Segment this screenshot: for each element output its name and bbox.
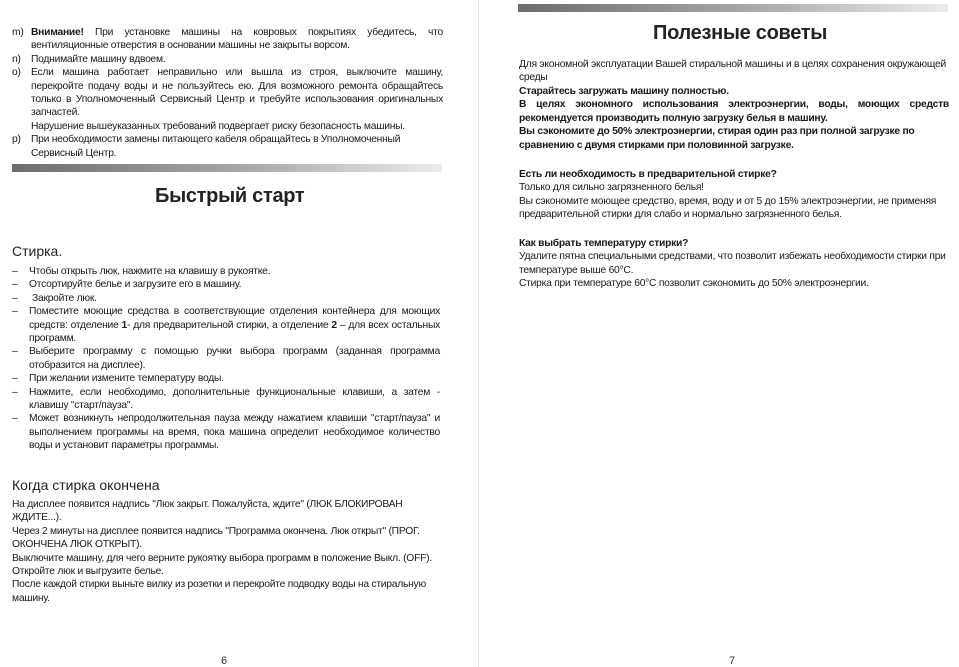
tip-answer: Удалите пятна специальными средствами, что позволит избежать необходимости стирки при температуре выше 60°С. — [519, 251, 946, 276]
tips-intro: Для экономной эксплуатации Вашей стиральной машины и в целях сохранения окружающей среды — [519, 59, 946, 84]
wash-steps — [12, 265, 440, 453]
finish-line: Выключите машину, для чего верните рукоятку выбора программ в положение Выкл. (OFF). — [12, 552, 432, 564]
finish-line: Откройте люк и выгрузите белье. — [12, 566, 164, 578]
tip-question: Старайтесь загружать машину полностью. — [519, 86, 729, 97]
page-number: 6 — [221, 655, 228, 667]
finish-line: На дисплее появится надпись "Люк закрыт. Пожалуйста, ждите" (ЛЮК БЛОКИРОВАН ЖДИТЕ...). — [12, 499, 403, 524]
list-item: – Может возникнуть непродолжительная пауза между нажатием клавиши "старт/пауза" и выполнением программы на время, пока машина определит необходимое количество воды и установит параметры программы. — [12, 413, 440, 452]
wash-heading: Стирка. — [12, 243, 63, 259]
list-item: – Закройте люк. — [12, 292, 97, 304]
tip-question: Есть ли необходимость в предварительной стирке? — [519, 169, 777, 180]
section-header-bar — [12, 164, 442, 172]
tip-temperature — [519, 237, 949, 291]
page-divider — [478, 0, 479, 667]
tip-full-load — [519, 85, 949, 152]
useful-tips-title: Полезные советы — [653, 22, 828, 44]
list-item: – Поместите моющие средства в соответствующие отделения контейнера для моющих средств: отделение 1- для предварительной стирки, а отделение 2 – для всех остальных программ. — [12, 306, 441, 345]
finish-paragraph — [12, 498, 442, 605]
tip-answer: Только для сильно загрязненного белья! — [519, 182, 704, 194]
warning-item-m: m) Внимание! При установке машины на ковровых покрытиях убедитесь, что вентиляционные отверстия в основании машины не закрыты ворсом. — [12, 27, 443, 52]
section-header-bar — [518, 4, 948, 12]
tip-answer: Вы сэкономите до 50% электроэнергии, стирая один раз при полной загрузке по сравнению с двумя стирками при половинной загрузке. — [519, 126, 915, 151]
tip-answer: Стирка при температуре 60°С позволит сэкономить до 50% электроэнергии. — [519, 278, 869, 290]
finish-line: После каждой стирки выньте вилку из розетки и перекройте подводку воды на стиральную машину. — [12, 579, 426, 604]
warning-label: Внимание! — [31, 27, 84, 38]
list-item: – Чтобы открыть люк, нажмите на клавишу в рукоятке. — [12, 266, 271, 277]
list-item: – Выберите программу с помощью ручки выбора программ (заданная программа отобразится на дисплее). — [12, 346, 440, 371]
warning-item-o: o) Если машина работает неправильно или вышла из строя, выключите машину, перекройте подачу воды и не пользуйтесь ею. Для возможного ремонта обращайтесь только в Уполномоченный Сервисный Центр и требуйте использования оригинальных запчастей. — [12, 67, 443, 119]
tip-prewash — [519, 168, 949, 222]
tip-answer: В целях экономного использования электроэнергии, воды, моющих средств рекомендуется производить полную загрузку белья в машину. — [519, 99, 949, 124]
list-item: – Отсортируйте белье и загрузите его в машину. — [12, 279, 242, 291]
finish-line: Через 2 минуты на дисплее появится надпись "Программа окончена. Люк открыт" (ПРОГ. ОКОНЧЕНА ЛЮК ОТКРЫТ). — [12, 525, 420, 551]
left-page — [0, 0, 478, 667]
list-item: – Нажмите, если необходимо, дополнительные функциональные клавиши, а затем - клавишу "старт/пауза". — [12, 386, 440, 412]
right-page — [480, 0, 959, 667]
tip-answer: Вы сэкономите моющее средство, время, воду и от 5 до 15% электроэнергии, не применяя предварительной стирки для слабо и нормально загрязненного белья. — [519, 195, 937, 221]
tip-question: Как выбрать температуру стирки? — [519, 238, 689, 249]
list-item: – При желании измените температуру воды. — [12, 373, 224, 385]
warning-item-n: n) Поднимайте машину вдвоем. — [12, 53, 166, 65]
warnings-list — [12, 26, 443, 160]
quick-start-title: Быстрый старт — [155, 185, 305, 207]
warning-item-p: p) При необходимости замены питающего кабеля обращайтесь в Уполномоченный Сервисный Центр. — [12, 134, 401, 159]
warning-item-note: Нарушение вышеуказанных требований подвергает риску безопасность машины. — [31, 120, 405, 132]
finish-heading: Когда стирка окончена — [12, 477, 160, 493]
page-number: 7 — [729, 655, 736, 667]
